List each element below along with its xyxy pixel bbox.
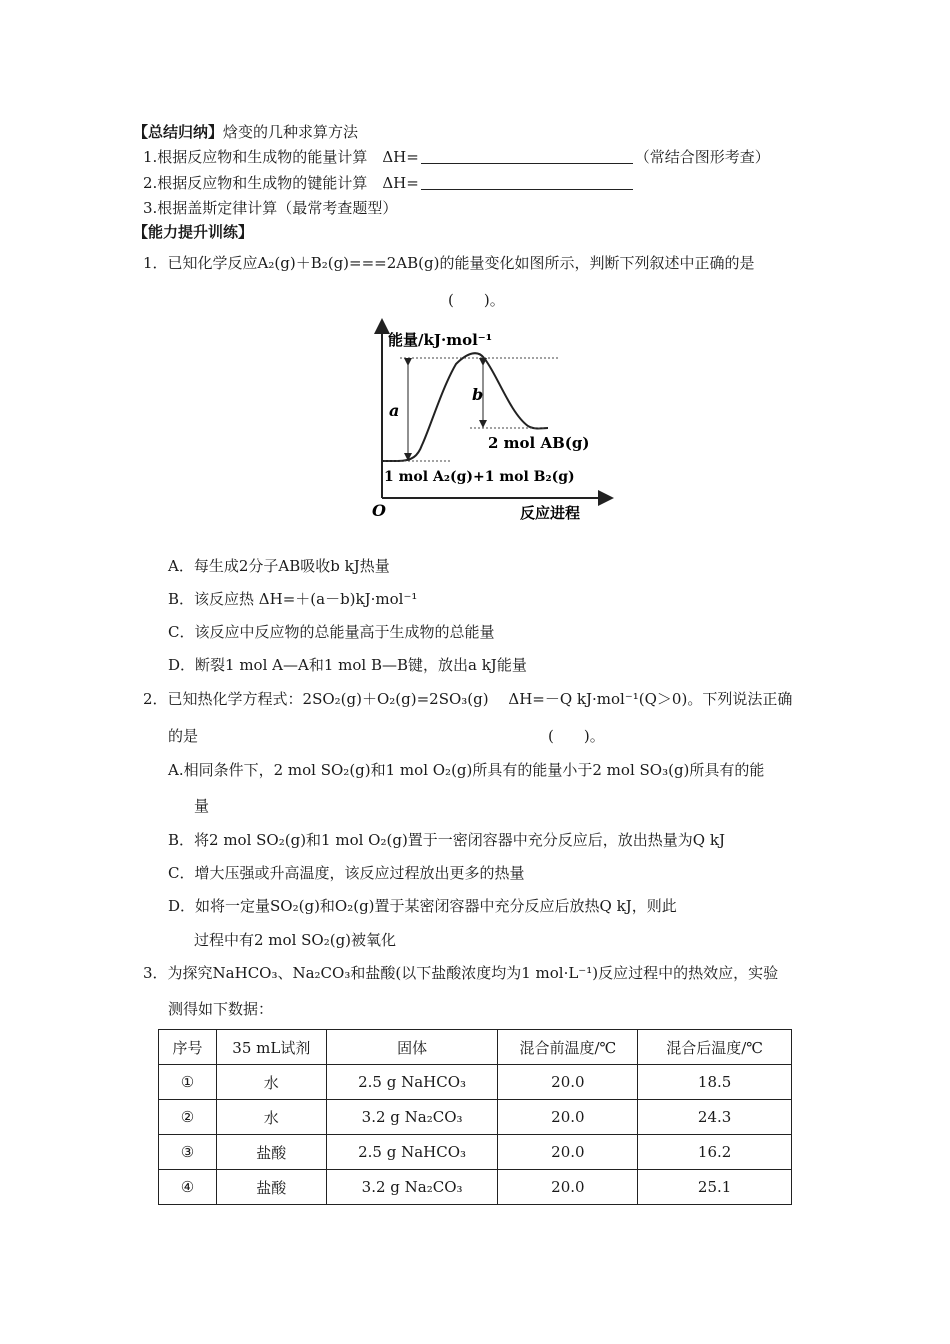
q2-answer-paren[interactable]: ( )。 (548, 727, 605, 745)
cell-reagent: 盐酸 (216, 1135, 326, 1170)
q2-option-a[interactable]: A.相同条件下，2 mol SO₂(g)和1 mol O₂(g)所具有的能量小于2 mol SO₃(g)所具有的能 (168, 761, 765, 779)
summary-title: 【总结归纳】 (133, 123, 224, 141)
energy-diagram (370, 318, 620, 528)
cell-reagent: 盐酸 (216, 1170, 326, 1205)
product-label: 2 mol AB(g) (488, 434, 590, 452)
header-index: 序号 (159, 1030, 217, 1065)
answer-blank-2[interactable] (421, 175, 633, 190)
table-row (159, 1065, 792, 1100)
summary-item-1-text: 1.根据反应物和生成物的能量计算 ΔH= (143, 148, 419, 166)
q1-option-c[interactable]: C．该反应中反应物的总能量高于生成物的总能量 (168, 623, 495, 641)
experiment-table (158, 1029, 792, 1205)
table-header-row (159, 1030, 792, 1065)
header-solid: 固体 (326, 1030, 498, 1065)
cell-temp-after: 24.3 (638, 1100, 792, 1135)
summary-heading (133, 122, 358, 142)
q1-answer-paren[interactable]: ( )。 (448, 291, 505, 309)
summary-item-2 (143, 173, 635, 193)
cell-solid: 3.2 g Na₂CO₃ (326, 1100, 498, 1135)
q2-option-b[interactable]: B．将2 mol SO₂(g)和1 mol O₂(g)置于一密闭容器中充分反应后，放出热量为Q kJ (168, 831, 725, 849)
cell-temp-before: 20.0 (498, 1170, 638, 1205)
q2-option-d-cont: 过程中有2 mol SO₂(g)被氧化 (194, 931, 397, 949)
label-a: a (389, 401, 400, 420)
cell-index: ② (159, 1100, 217, 1135)
q2-option-d[interactable]: D．如将一定量SO₂(g)和O₂(g)置于某密闭容器中充分反应后放热Q kJ，则此 (168, 897, 677, 915)
x-axis-label: 反应进程 (520, 504, 581, 522)
q1-option-d[interactable]: D．断裂1 mol A—A和1 mol B—B键，放出a kJ能量 (168, 656, 527, 674)
origin-label: O (372, 501, 386, 520)
cell-index: ④ (159, 1170, 217, 1205)
cell-index: ① (159, 1065, 217, 1100)
q1-option-b[interactable]: B．该反应热 ΔH=＋(a－b)kJ·mol⁻¹ (168, 590, 418, 608)
y-axis-label: 能量/kJ·mol⁻¹ (388, 331, 493, 349)
cell-solid: 3.2 g Na₂CO₃ (326, 1170, 498, 1205)
q1-stem: 1．已知化学反应A₂(g)＋B₂(g)===2AB(g)的能量变化如图所示，判断下列叙述中正确的是 (143, 254, 755, 272)
summary-item-1-note: （常结合图形考查） (634, 148, 770, 166)
q2-stem-cont: 的是 (168, 727, 199, 745)
cell-temp-after: 25.1 (638, 1170, 792, 1205)
reactant-label: 1 mol A₂(g)+1 mol B₂(g) (384, 469, 575, 485)
table-row (159, 1135, 792, 1170)
q2-option-a-cont: 量 (194, 797, 210, 815)
summary-item-1 (143, 147, 770, 167)
cell-reagent: 水 (216, 1065, 326, 1100)
cell-temp-before: 20.0 (498, 1135, 638, 1170)
cell-solid: 2.5 g NaHCO₃ (326, 1135, 498, 1170)
summary-subtitle: 焓变的几种求算方法 (223, 123, 359, 141)
training-title: 【能力提升训练】 (133, 223, 254, 241)
cell-temp-after: 18.5 (638, 1065, 792, 1100)
q2-option-c[interactable]: C．增大压强或升高温度，该反应过程放出更多的热量 (168, 864, 525, 882)
cell-temp-before: 20.0 (498, 1065, 638, 1100)
label-b: b (472, 385, 484, 404)
q2-stem: 2．已知热化学方程式：2SO₂(g)＋O₂(g)=2SO₃(g) ΔH=－Q kJ·mol⁻¹(Q＞0)。下列说法正确 (143, 690, 793, 708)
header-temp-before: 混合前温度/℃ (498, 1030, 638, 1065)
header-reagent: 35 mL试剂 (216, 1030, 326, 1065)
table-row (159, 1170, 792, 1205)
answer-blank-1[interactable] (421, 149, 633, 164)
summary-item-2-text: 2.根据反应物和生成物的键能计算 ΔH= (143, 174, 419, 192)
cell-reagent: 水 (216, 1100, 326, 1135)
table-row (159, 1100, 792, 1135)
cell-solid: 2.5 g NaHCO₃ (326, 1065, 498, 1100)
header-temp-after: 混合后温度/℃ (638, 1030, 792, 1065)
summary-item-3: 3.根据盖斯定律计算（最常考查题型） (143, 199, 398, 217)
cell-temp-after: 16.2 (638, 1135, 792, 1170)
cell-index: ③ (159, 1135, 217, 1170)
q3-stem: 3．为探究NaHCO₃、Na₂CO₃和盐酸(以下盐酸浓度均为1 mol·L⁻¹)反应过程中的热效应，实验 (143, 964, 779, 982)
cell-temp-before: 20.0 (498, 1100, 638, 1135)
q3-stem-cont: 测得如下数据： (168, 1000, 274, 1018)
q1-option-a[interactable]: A．每生成2分子AB吸收b kJ热量 (168, 557, 390, 575)
